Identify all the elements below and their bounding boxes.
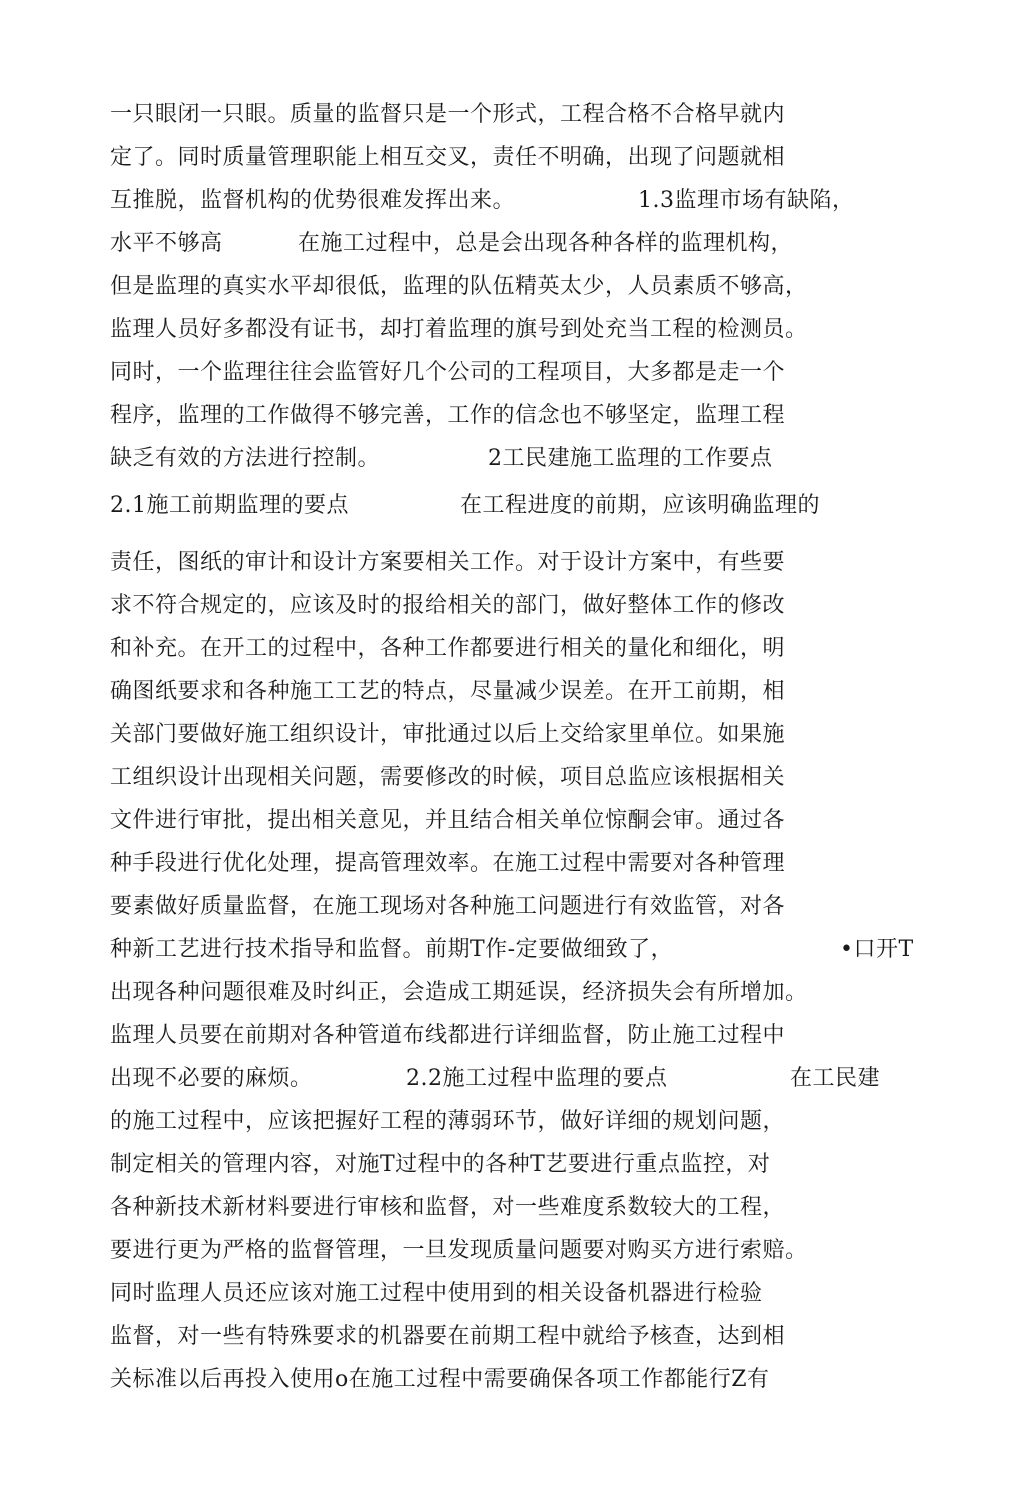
- text-line: 文件进行审批，提出相关意见，并且结合相关单位惊酮会审。通过各: [110, 808, 786, 833]
- text-line-9: [110, 439, 773, 479]
- text-line: 的施工过程中，应该把握好工程的薄弱环节，做好详细的规划问题，: [110, 1109, 786, 1134]
- text-line-4: [110, 224, 794, 264]
- paragraph-start: 在工民建: [790, 1066, 881, 1091]
- text-line: 缺乏有效的方法进行控制。: [110, 446, 381, 471]
- text-line: 监理人员要在前期对各种管道布线都进行详细监督，防止施工过程中: [110, 1023, 786, 1048]
- text-line: 出现不必要的麻烦。: [110, 1066, 313, 1091]
- text-line: 定了。同时质量管理职能上相互交叉，责任不明确，出现了问题就相: [110, 145, 786, 170]
- text-line: 要进行更为严格的监督管理，一旦发现质量问题要对购买方进行索赔。: [110, 1238, 808, 1263]
- text-line: 互推脱，监督机构的优势很难发挥出来。: [110, 188, 516, 213]
- text-line-20: [110, 930, 914, 970]
- text-line: 关标准以后再投入使用o在施工过程中需要确保各项工作都能行Z有: [110, 1367, 770, 1392]
- text-line: 水平不够高: [110, 231, 223, 256]
- text-line: 种手段进行优化处理，提高管理效率。在施工过程中需要对各种管理: [110, 851, 786, 876]
- text-line: 同时监理人员还应该对施工过程中使用到的相关设备机器进行检验: [110, 1281, 763, 1306]
- text-line: 求不符合规定的，应该及时的报给相关的部门，做好整体工作的修改: [110, 593, 786, 618]
- section-heading-2-1: 2.1施工前期监理的要点: [110, 493, 349, 518]
- text-line: 各种新技术新材料要进行审核和监督，对一些难度系数较大的工程，: [110, 1195, 786, 1220]
- section-heading-1-3: 1.3监理市场有缺陷，: [638, 188, 855, 213]
- section-heading-2: 2工民建施工监理的工作要点: [488, 446, 773, 471]
- text-line: 关部门要做好施工组织设计，审批通过以后上交给家里单位。如果施: [110, 722, 786, 747]
- text-line: 出现各种问题很难及时纠正，会造成工期延误，经济损失会有所增加。: [110, 980, 808, 1005]
- text-line-10: [110, 486, 821, 526]
- text-line: 责任，图纸的审计和设计方案要相关工作。对于设计方案中，有些要: [110, 550, 786, 575]
- text-line: 制定相关的管理内容，对施T过程中的各种T艺要进行重点监控，对: [110, 1152, 771, 1177]
- text-line: 工组织设计出现相关问题，需要修改的时候，项目总监应该根据相关: [110, 765, 786, 790]
- text-line: 监督，对一些有特殊要求的机器要在前期工程中就给予核查，达到相: [110, 1324, 786, 1349]
- text-line: 确图纸要求和各种施工工艺的特点，尽量减少误差。在开工前期，相: [110, 679, 786, 704]
- text-line: 和补充。在开工的过程中，各种工作都要进行相关的量化和细化，明: [110, 636, 786, 661]
- text-fragment: •口开T: [840, 937, 914, 962]
- text-line-3: [110, 181, 855, 221]
- text-line: 一只眼闭一只眼。质量的监督只是一个形式，工程合格不合格早就内: [110, 102, 786, 127]
- text-line: 要素做好质量监督，在施工现场对各种施工问题进行有效监管，对各: [110, 894, 786, 919]
- text-line: 监理人员好多都没有证书，却打着监理的旗号到处充当工程的检测员。: [110, 317, 808, 342]
- text-line-23: [110, 1059, 881, 1099]
- text-line: 同时，一个监理往往会监管好几个公司的工程项目，大多都是走一个: [110, 360, 786, 385]
- text-line: 种新工艺进行技术指导和监督。前期T作-定要做细致了，: [110, 937, 674, 962]
- section-heading-2-2: 2.2施工过程中监理的要点: [406, 1066, 668, 1091]
- paragraph-start: 在工程进度的前期，应该明确监理的: [460, 493, 821, 518]
- text-line: 程序，监理的工作做得不够完善，工作的信念也不够坚定，监理工程: [110, 403, 786, 428]
- paragraph-start: 在施工过程中，总是会出现各种各样的监理机构，: [298, 231, 794, 256]
- text-line: 但是监理的真实水平却很低，监理的队伍精英太少，人员素质不够高，: [110, 274, 808, 299]
